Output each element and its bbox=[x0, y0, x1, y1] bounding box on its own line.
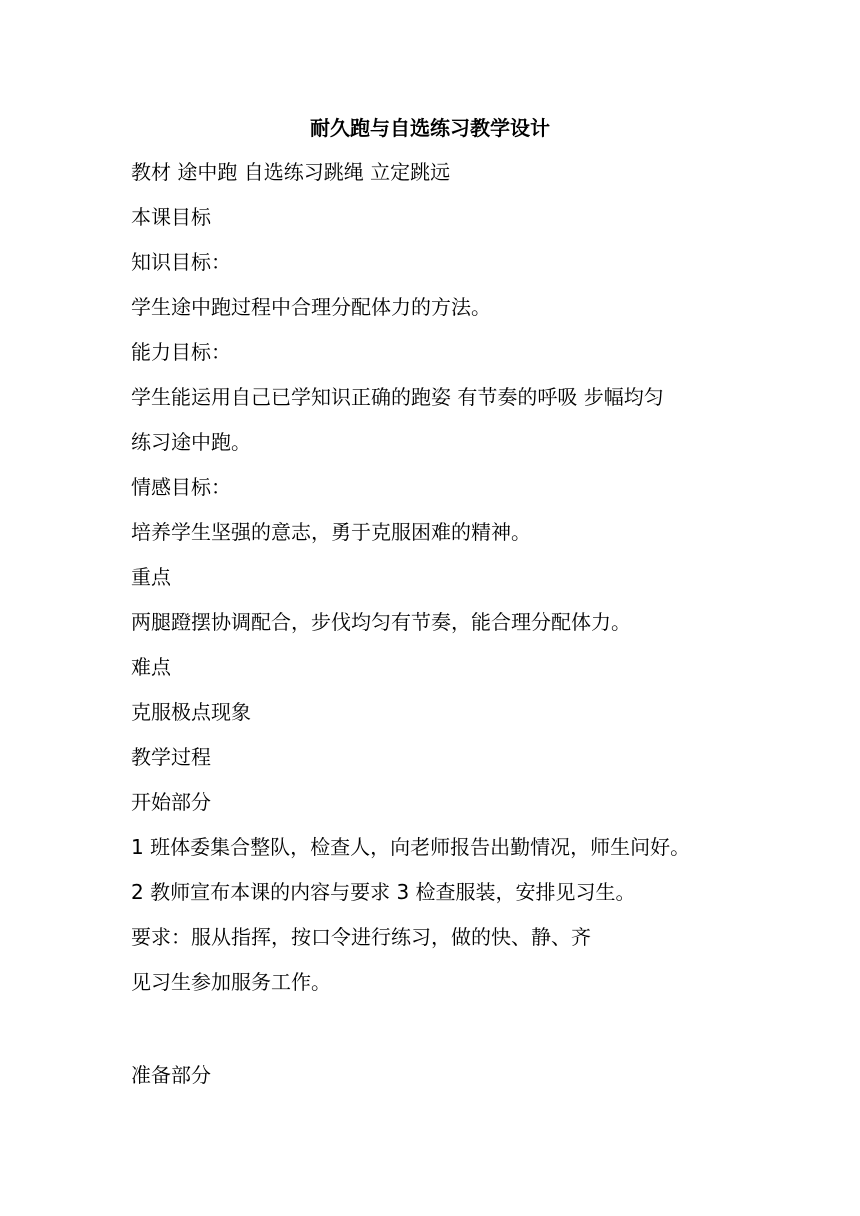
ability-goal-text: 学生能运用自己已学知识正确的跑姿 有节奏的呼吸 步幅均匀 bbox=[131, 385, 664, 409]
observer-students-text: 见习生参加服务工作。 bbox=[131, 970, 331, 994]
opening-step-1: 1 班体委集合整队，检查人，向老师报告出勤情况，师生问好。 bbox=[131, 835, 691, 859]
opening-section-heading: 开始部分 bbox=[131, 790, 211, 814]
emotional-goal-heading: 情感目标： bbox=[131, 475, 231, 499]
key-point-text: 两腿蹬摆协调配合，步伐均匀有节奏，能合理分配体力。 bbox=[131, 610, 631, 634]
teaching-process-heading: 教学过程 bbox=[131, 745, 211, 769]
emotional-goal-text: 培养学生坚强的意志，勇于克服困难的精神。 bbox=[131, 520, 531, 544]
materials-line: 教材 途中跑 自选练习跳绳 立定跳远 bbox=[131, 160, 451, 184]
requirements-text: 要求：服从指挥，按口令进行练习，做的快、静、齐 bbox=[131, 925, 591, 949]
opening-step-2-3: 2 教师宣布本课的内容与要求 3 检查服装，安排见习生。 bbox=[131, 880, 636, 904]
difficulty-heading: 难点 bbox=[131, 655, 171, 679]
document-title: 耐久跑与自选练习教学设计 bbox=[310, 116, 550, 140]
ability-goal-heading: 能力目标： bbox=[131, 340, 231, 364]
knowledge-goal-text: 学生途中跑过程中合理分配体力的方法。 bbox=[131, 295, 491, 319]
ability-goal-text-continued: 练习途中跑。 bbox=[131, 430, 251, 454]
lesson-goals-heading: 本课目标 bbox=[131, 205, 211, 229]
difficulty-text: 克服极点现象 bbox=[131, 700, 251, 724]
preparation-section-heading: 准备部分 bbox=[131, 1063, 211, 1087]
knowledge-goal-heading: 知识目标： bbox=[131, 250, 231, 274]
key-point-heading: 重点 bbox=[131, 565, 171, 589]
